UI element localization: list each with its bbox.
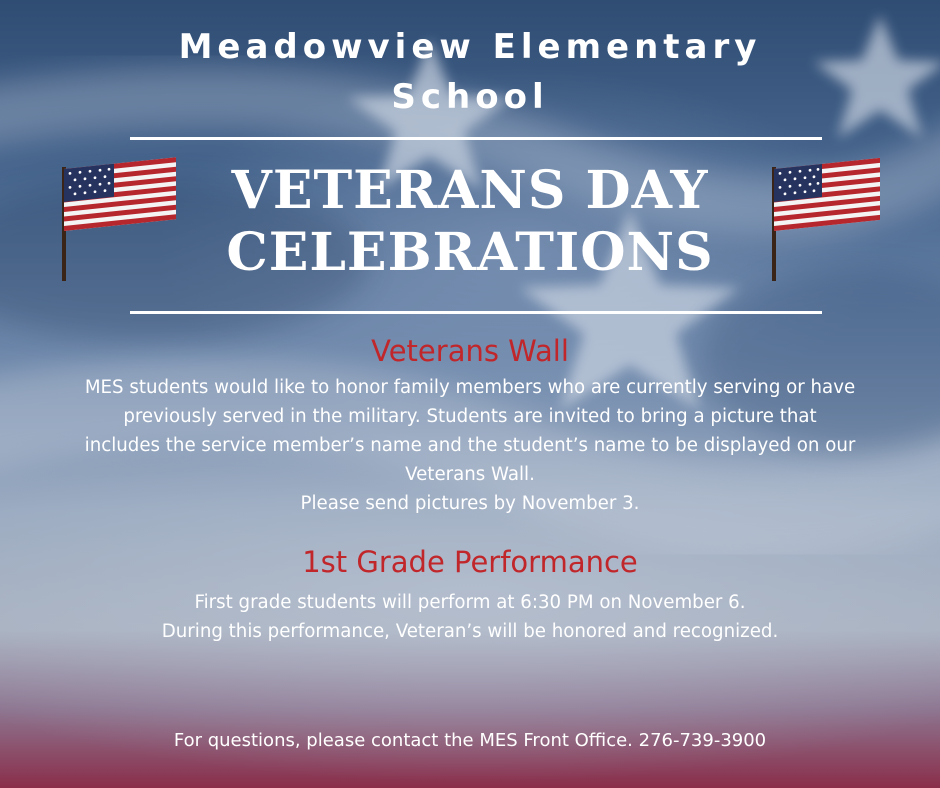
event-title-line-2: CELEBRATIONS bbox=[226, 222, 714, 283]
event-title-line-1: VETERANS DAY bbox=[231, 160, 709, 221]
veterans-wall-line: MES students would like to honor family members who are currently serving or have bbox=[84, 377, 856, 398]
divider-top bbox=[130, 137, 822, 140]
divider-bottom bbox=[130, 311, 822, 314]
veterans-wall-line: Veterans Wall. bbox=[405, 464, 535, 485]
school-name-line-1: Meadowview Elementary bbox=[178, 27, 762, 67]
event-title bbox=[0, 160, 940, 284]
veterans-wall-heading: Veterans Wall bbox=[371, 334, 569, 368]
school-name-line-2: School bbox=[391, 77, 549, 117]
performance-line: During this performance, Veteran’s will be honored and recognized. bbox=[161, 621, 779, 642]
performance-line: First grade students will perform at 6:30 PM on November 6. bbox=[194, 592, 746, 613]
veterans-wall-line: previously served in the military. Students are invited to bring a picture that bbox=[123, 406, 817, 427]
veterans-wall-deadline: Please send pictures by November 3. bbox=[300, 493, 640, 514]
contact-info: For questions, please contact the MES Front Office. 276-739-3900 bbox=[173, 730, 767, 751]
veterans-wall-description bbox=[20, 373, 920, 518]
performance-description bbox=[20, 588, 920, 646]
veterans-wall-line: includes the service member’s name and the student’s name to be displayed on our bbox=[84, 435, 856, 456]
school-name bbox=[0, 22, 940, 122]
performance-heading: 1st Grade Performance bbox=[302, 545, 638, 579]
